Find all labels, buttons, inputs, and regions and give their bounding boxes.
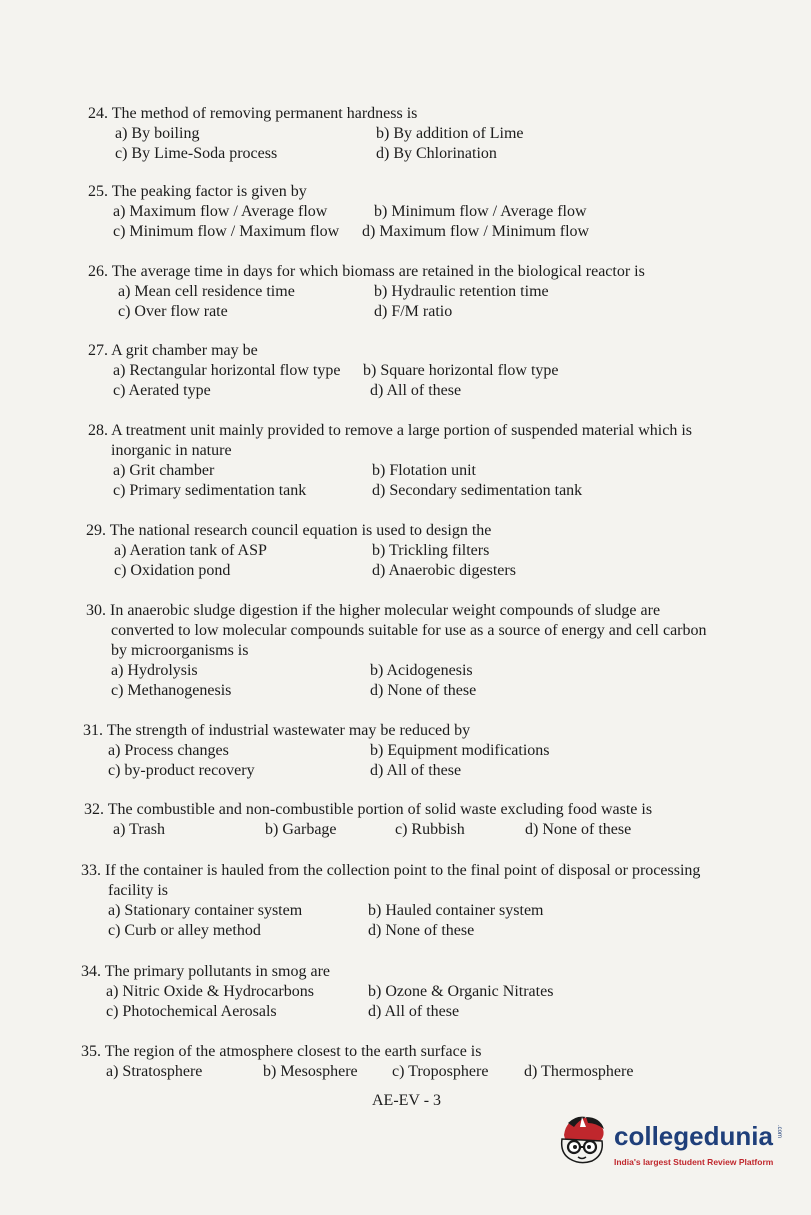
option-d: d) Anaerobic digesters: [372, 562, 516, 579]
option-c: c) By Lime-Soda process: [115, 145, 278, 162]
option-c: c) Troposphere: [392, 1063, 489, 1080]
option-b: b) Hydraulic retention time: [374, 283, 549, 300]
option-b: b) By addition of Lime: [376, 125, 524, 142]
option-c: c) Primary sedimentation tank: [113, 482, 307, 499]
mascot-icon: [556, 1113, 612, 1175]
question-text: 34. The primary pollutants in smog are: [81, 963, 330, 980]
question-text-line-3: by microorganisms is: [111, 642, 249, 659]
option-d: d) By Chlorination: [376, 145, 497, 162]
question-text: 28. A treatment unit mainly provided to remove a large portion of suspended material which is: [88, 422, 693, 439]
option-a: a) Stationary container system: [108, 902, 303, 919]
option-c: c) Over flow rate: [118, 303, 228, 320]
option-d: d) Maximum flow / Minimum flow: [362, 223, 590, 240]
option-c: c) by-product recovery: [108, 762, 255, 779]
option-c: c) Photochemical Aerosals: [106, 1003, 277, 1020]
option-b: b) Flotation unit: [372, 462, 476, 479]
question-text: 31. The strength of industrial wastewater may be reduced by: [83, 722, 471, 739]
question-text: 27. A grit chamber may be: [88, 342, 258, 359]
option-a: a) Process changes: [108, 742, 229, 759]
question-text: 26. The average time in days for which biomass are retained in the biological reactor is: [88, 263, 645, 280]
question-text: 29. The national research council equation is used to design the: [86, 522, 492, 539]
question-text: 30. In anaerobic sludge digestion if the higher molecular weight compounds of sludge are: [86, 602, 661, 619]
option-a: a) Nitric Oxide & Hydrocarbons: [106, 983, 314, 1000]
option-d: d) None of these: [525, 821, 632, 838]
option-a: a) Hydrolysis: [111, 662, 198, 679]
option-c: c) Minimum flow / Maximum flow: [113, 223, 340, 240]
logo-com: .com: [776, 1125, 782, 1139]
question-text: 33. If the container is hauled from the collection point to the final point of disposal or processing: [81, 862, 701, 879]
option-b: b) Mesosphere: [263, 1063, 358, 1080]
option-b: b) Acidogenesis: [370, 662, 473, 679]
option-b: b) Square horizontal flow type: [363, 362, 559, 379]
question-text: 24. The method of removing permanent hardness is: [88, 105, 418, 122]
option-a: a) By boiling: [115, 125, 200, 142]
option-b: b) Hauled container system: [368, 902, 544, 919]
page-footer: AE-EV - 3: [372, 1092, 442, 1109]
question-text: 35. The region of the atmosphere closest to the earth surface is: [81, 1043, 482, 1060]
option-d: d) Thermosphere: [524, 1063, 634, 1080]
option-c: c) Rubbish: [395, 821, 465, 838]
option-c: c) Aerated type: [113, 382, 211, 399]
question-text-line-2: facility is: [108, 882, 168, 899]
option-b: b) Equipment modifications: [370, 742, 550, 759]
logo-name: collegedunia: [614, 1121, 773, 1151]
option-a: a) Trash: [113, 821, 166, 838]
option-a: a) Mean cell residence time: [118, 283, 295, 300]
question-text: 25. The peaking factor is given by: [88, 183, 307, 200]
option-a: a) Aeration tank of ASP: [114, 542, 267, 559]
option-d: d) None of these: [368, 922, 475, 939]
option-d: d) All of these: [368, 1003, 460, 1020]
option-b: b) Ozone & Organic Nitrates: [368, 983, 554, 1000]
option-a: a) Maximum flow / Average flow: [113, 203, 328, 220]
option-d: d) None of these: [370, 682, 477, 699]
question-text: 32. The combustible and non-combustible portion of solid waste excluding food waste is: [84, 801, 653, 818]
option-d: d) All of these: [370, 762, 462, 779]
option-b: b) Minimum flow / Average flow: [374, 203, 587, 220]
option-c: c) Methanogenesis: [111, 682, 232, 699]
option-a: a) Stratosphere: [106, 1063, 203, 1080]
option-b: b) Garbage: [265, 821, 337, 838]
option-a: a) Rectangular horizontal flow type: [113, 362, 341, 379]
option-d: d) All of these: [370, 382, 462, 399]
collegedunia-logo[interactable]: [556, 1113, 786, 1175]
option-a: a) Grit chamber: [113, 462, 215, 479]
option-c: c) Curb or alley method: [108, 922, 261, 939]
question-text-line-2: inorganic in nature: [111, 442, 232, 459]
option-b: b) Trickling filters: [372, 542, 490, 559]
option-d: d) F/M ratio: [374, 303, 453, 320]
question-text-line-2: converted to low molecular compounds suitable for use as a source of energy and cell carbon: [111, 622, 707, 639]
option-c: c) Oxidation pond: [114, 562, 231, 579]
option-d: d) Secondary sedimentation tank: [372, 482, 583, 499]
logo-tagline: India's largest Student Review Platform: [614, 1157, 774, 1167]
